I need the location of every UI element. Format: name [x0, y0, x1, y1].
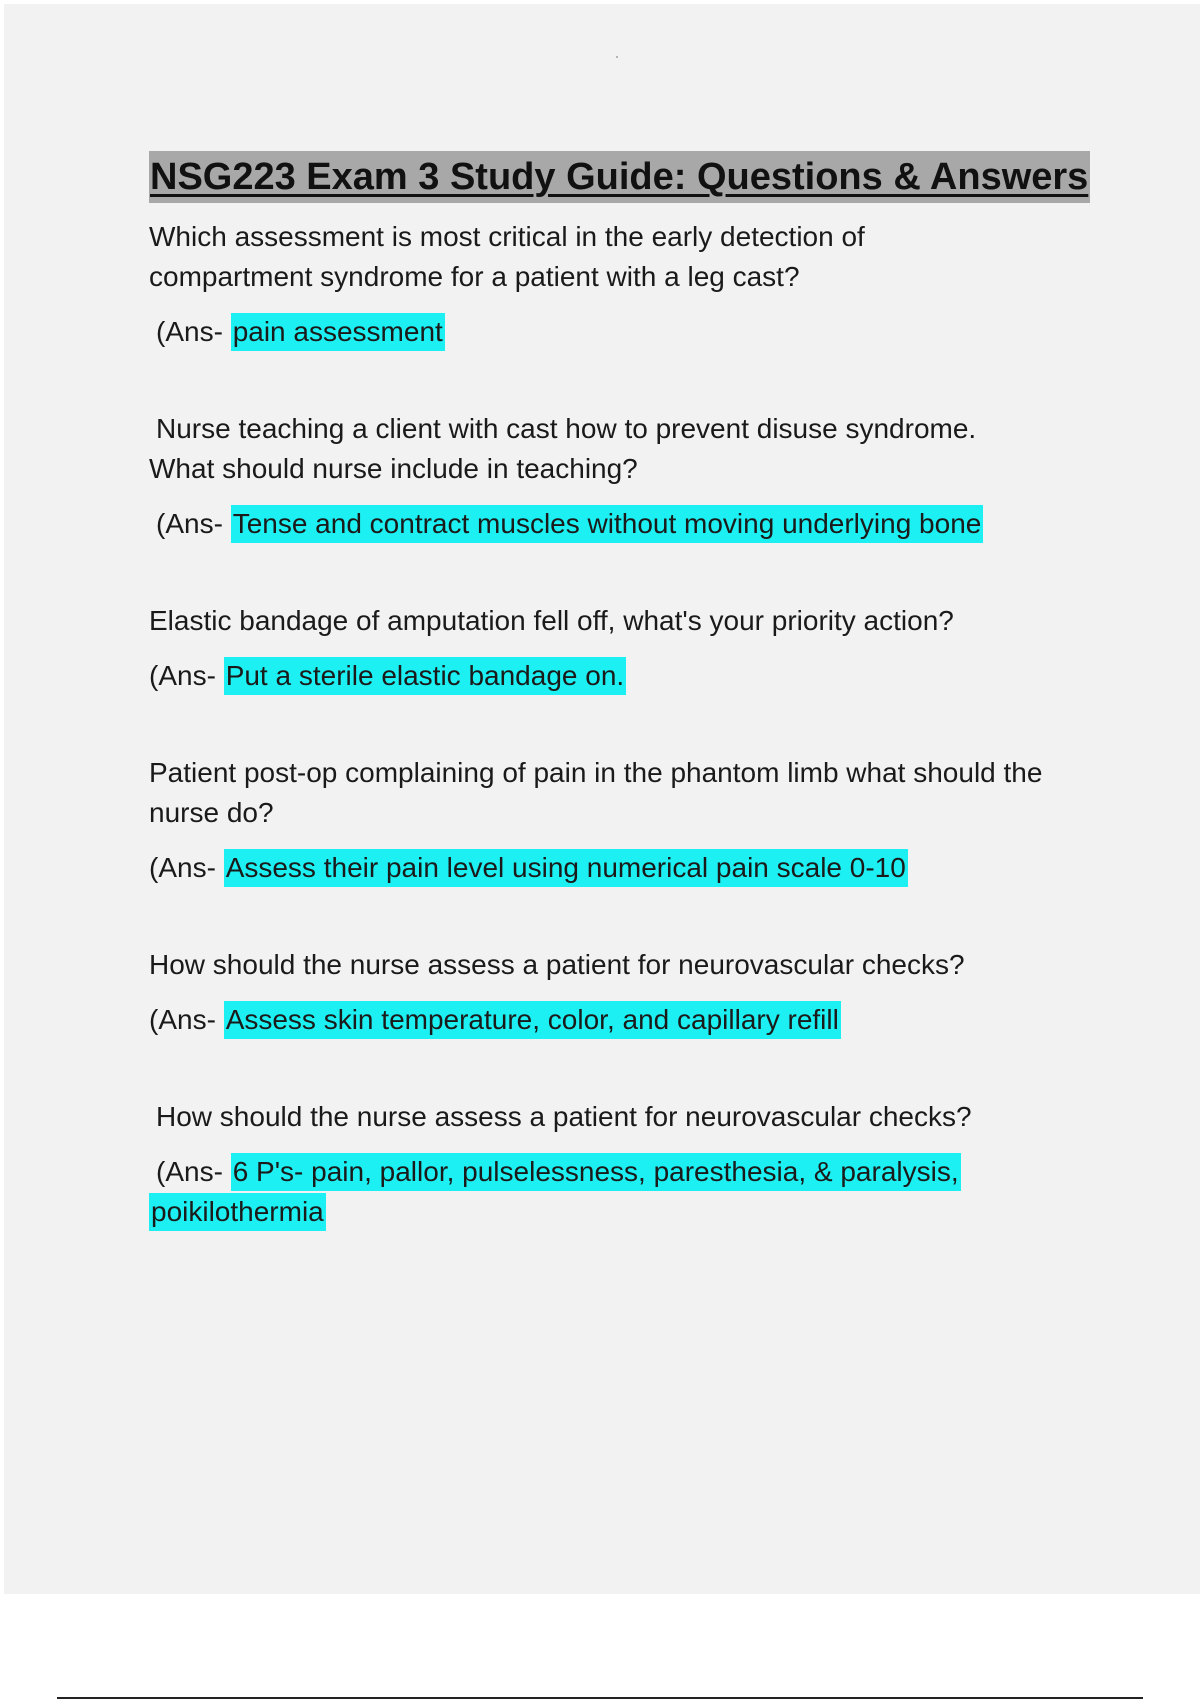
qa-item-3 — [149, 601, 1089, 696]
answer-prefix: (Ans- — [156, 508, 223, 539]
document-page — [4, 4, 1200, 1594]
answer-prefix: (Ans- — [156, 316, 223, 347]
scan-speck — [616, 56, 618, 58]
qa-item-2 — [149, 409, 1089, 544]
question-text: Nurse teaching a client with cast how to prevent disuse syndrome. What should nurse include in teaching? — [149, 413, 977, 484]
answer-text: Put a sterile elastic bandage on. — [224, 657, 626, 695]
question-text: How should the nurse assess a patient for neurovascular checks? — [149, 949, 965, 980]
answer-text: Tense and contract muscles without moving underlying bone — [231, 505, 984, 543]
answer-line — [149, 1152, 1019, 1232]
question-text: Which assessment is most critical in the early detection of compartment syndrome for a patient with a leg cast? — [149, 221, 865, 292]
answer-line — [149, 312, 1089, 352]
footer-rule — [57, 1697, 1143, 1699]
answer-text: Assess their pain level using numerical pain scale 0-10 — [224, 849, 908, 887]
document-title: NSG223 Exam 3 Study Guide: Questions & Answers — [149, 151, 1090, 203]
answer-prefix: (Ans- — [149, 1004, 216, 1035]
qa-item-6 — [149, 1097, 1089, 1232]
answer-line — [149, 848, 1089, 888]
answer-text: 6 P's- pain, pallor, pulselessness, paresthesia, & paralysis, poikilothermia — [149, 1153, 961, 1231]
question-text: Patient post-op complaining of pain in the phantom limb what should the nurse do? — [149, 757, 1043, 828]
qa-item-5 — [149, 945, 1089, 1040]
answer-line — [149, 1000, 1089, 1040]
qa-item-4 — [149, 753, 1089, 888]
answer-text: pain assessment — [231, 313, 445, 351]
qa-item-1 — [149, 217, 1089, 352]
answer-prefix: (Ans- — [149, 852, 216, 883]
question-text: Elastic bandage of amputation fell off, what's your priority action? — [149, 605, 954, 636]
answer-line — [149, 656, 1089, 696]
answer-prefix: (Ans- — [149, 660, 216, 691]
answer-line — [149, 504, 1089, 544]
question-text: How should the nurse assess a patient for neurovascular checks? — [156, 1101, 972, 1132]
document-content — [149, 151, 1089, 1232]
answer-text: Assess skin temperature, color, and capillary refill — [224, 1001, 841, 1039]
answer-prefix: (Ans- — [156, 1156, 223, 1187]
